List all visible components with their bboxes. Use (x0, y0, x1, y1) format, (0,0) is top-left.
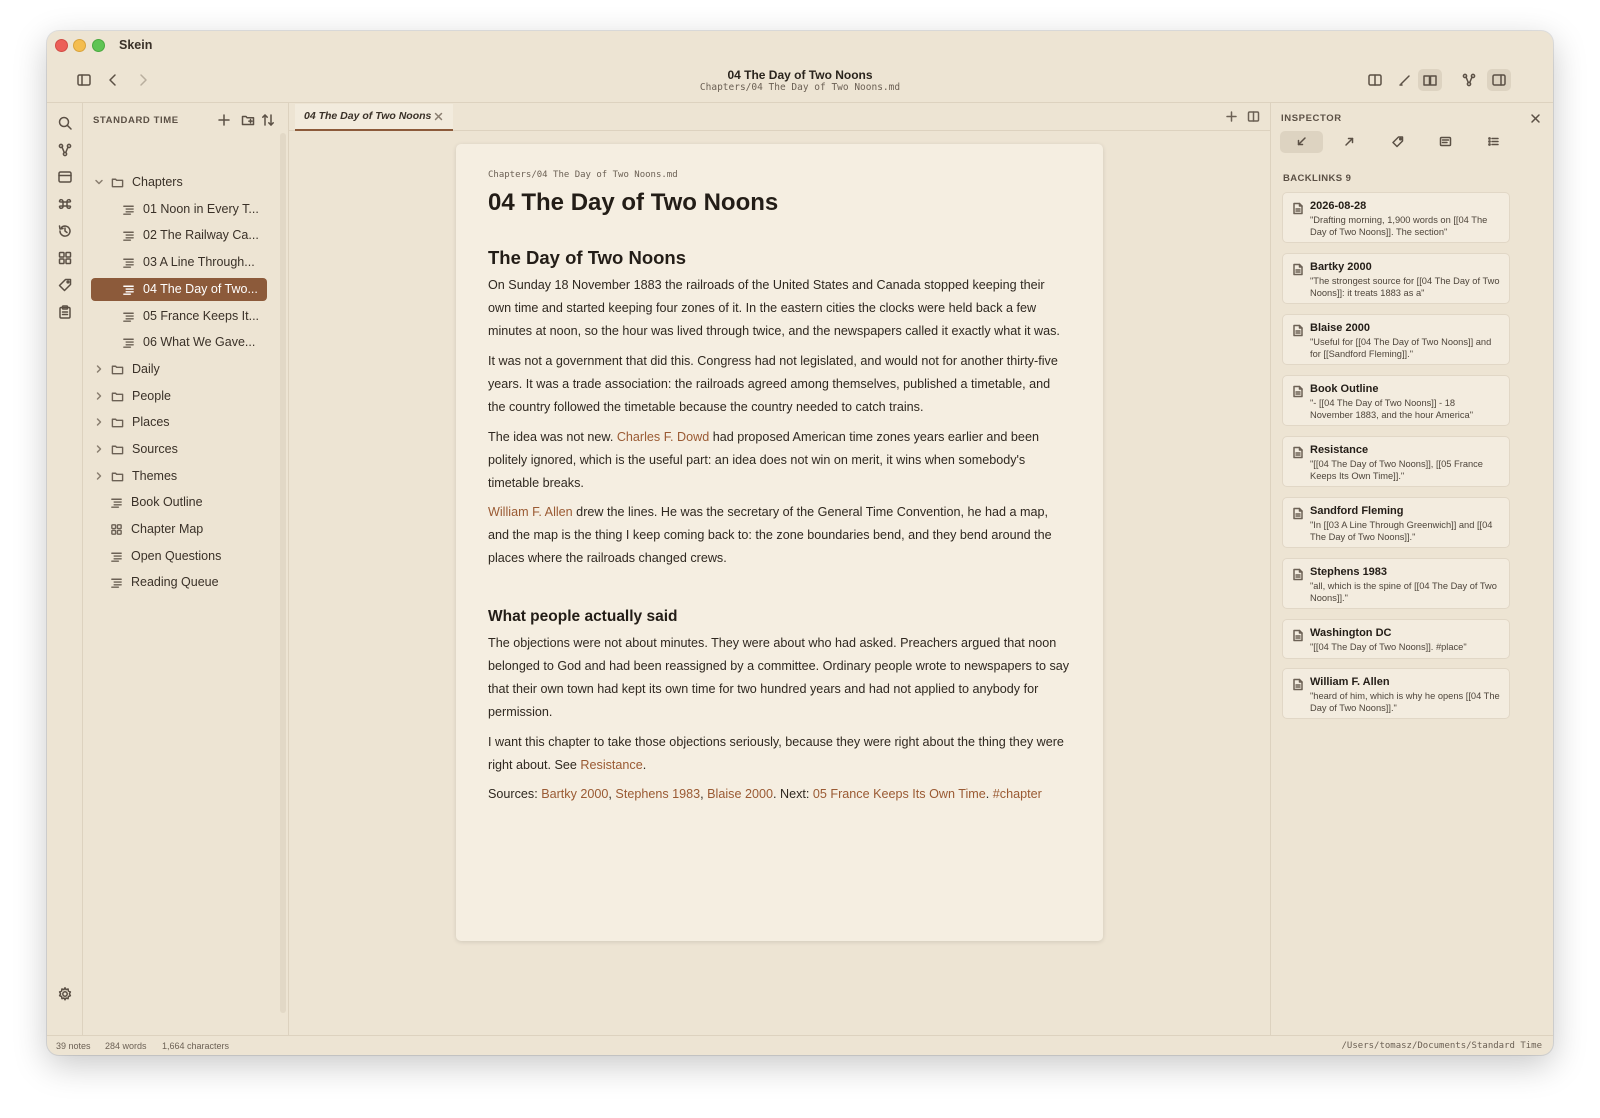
folder-icon (111, 176, 124, 189)
backlink-snippet: "heard of him, which is why he opens [[04 The Day of Two Noons]]." (1310, 691, 1500, 713)
chevron-right-icon[interactable] (94, 444, 104, 454)
reading-mode-button[interactable] (1418, 69, 1442, 91)
new-folder-icon[interactable] (241, 113, 255, 127)
folder-icon (111, 363, 124, 376)
backlink-card[interactable] (1282, 375, 1510, 426)
sources-line (488, 783, 1070, 806)
tree-note-03[interactable] (91, 251, 267, 274)
folder-icon (111, 443, 124, 456)
wikilink-blaise-2000[interactable]: Blaise 2000 (707, 787, 773, 801)
note-lines-icon (122, 203, 135, 216)
book-icon (1422, 72, 1438, 88)
backlink-title: Bartky 2000 (1310, 261, 1372, 273)
inspector-tab-outline[interactable] (1472, 131, 1515, 153)
tree-note-01[interactable] (91, 198, 267, 221)
backlink-title: Blaise 2000 (1310, 322, 1370, 334)
backlink-snippet: "Drafting morning, 1,900 words on [[04 The Day of Two Noons]]. The section" (1310, 215, 1488, 237)
tree-scrollbar[interactable] (280, 133, 286, 1013)
folder-icon (111, 416, 124, 429)
inspector-tab-backlinks[interactable] (1280, 131, 1323, 153)
folder-icon (111, 470, 124, 483)
paragraph (488, 501, 1070, 570)
tree-item-label: Daily (132, 362, 160, 376)
note-lines-icon (122, 283, 135, 296)
arrow-up-right-icon (1343, 135, 1356, 148)
close-window-button[interactable] (55, 39, 68, 52)
tree-note-open-questions[interactable] (91, 545, 267, 568)
note-lines-icon (122, 229, 135, 242)
tree-item-label: Chapters (132, 175, 183, 189)
backlink-snippet: "all, which is the spine of [[04 The Day of Two Noons]]." (1310, 581, 1497, 603)
tree-item-label: Themes (132, 469, 178, 483)
sort-icon[interactable] (261, 113, 275, 127)
chevron-right-icon[interactable] (94, 471, 104, 481)
backlink-title: Stephens 1983 (1310, 566, 1388, 578)
tree-item-label: 01 Noon in Every T... (143, 202, 259, 216)
backlink-title: William F. Allen (1310, 676, 1390, 688)
inspector-title: INSPECTOR (1281, 113, 1342, 124)
document-icon (1292, 568, 1304, 581)
backlink-snippet: "[[04 The Day of Two Noons]]. #place" (1310, 642, 1467, 652)
title-bar (47, 31, 1553, 103)
split-pane-icon[interactable] (1247, 110, 1260, 123)
next-label: . Next: (772, 787, 813, 801)
tree-note-book-outline[interactable] (91, 491, 267, 514)
grid-icon[interactable] (57, 250, 73, 266)
tree-item-label: Book Outline (131, 495, 203, 509)
section-heading: What people actually said (488, 608, 678, 625)
backlink-card[interactable] (1282, 314, 1510, 365)
app-name: Skein (119, 38, 153, 52)
page-title: 04 The Day of Two Noons (488, 189, 779, 216)
vault-name: STANDARD TIME (93, 115, 179, 126)
note-lines-icon (122, 256, 135, 269)
tree-folder-chapters[interactable] (91, 171, 267, 194)
editor-area (289, 103, 1270, 1035)
backlink-title: Resistance (1310, 444, 1369, 456)
tag-chapter[interactable]: #chapter (992, 787, 1042, 801)
paragraph (488, 731, 1070, 777)
section-heading: The Day of Two Noons (488, 247, 687, 268)
wikilink-bartky-2000[interactable]: Bartky 2000 (541, 787, 609, 801)
paragraph (488, 426, 1070, 495)
backlinks-header: BACKLINKS 9 (1283, 173, 1352, 184)
arrow-down-left-icon (1295, 135, 1308, 148)
settings-gear-icon[interactable] (57, 986, 73, 1002)
tag-icon (1391, 135, 1404, 148)
sources-label: Sources: (488, 787, 542, 801)
status-vault-path: /Users/tomasz/Documents/Standard Time (1341, 1041, 1542, 1051)
note-lines-icon (110, 550, 123, 563)
status-character-count: 1,664 characters (162, 1041, 230, 1051)
document-icon (1292, 446, 1304, 459)
status-notes-count: 39 notes (56, 1041, 91, 1051)
document-icon (1292, 507, 1304, 520)
chevron-right-icon[interactable] (94, 391, 104, 401)
tree-note-02[interactable] (91, 224, 267, 247)
tree-note-04-selected[interactable] (91, 278, 267, 301)
document-icon (1292, 385, 1304, 398)
tree-folder-people[interactable] (91, 385, 267, 408)
search-icon[interactable] (57, 115, 73, 131)
file-tree-panel (83, 103, 289, 1035)
backlink-title: Washington DC (1310, 627, 1392, 639)
tab-active-note[interactable] (295, 104, 453, 131)
document-icon (1292, 629, 1304, 642)
grid-icon (110, 523, 123, 536)
tag-icon[interactable] (57, 277, 73, 293)
note-lines-icon (110, 576, 123, 589)
edit-mode-button[interactable] (1393, 69, 1417, 91)
tree-note-06[interactable] (91, 331, 267, 354)
backlink-title: Book Outline (1310, 383, 1379, 395)
tree-item-label: 05 France Keeps It... (143, 309, 260, 323)
status-bar (47, 1035, 1553, 1055)
backlink-snippet: "- [[04 The Day of Two Noons]] - 18 November 1883, and the hour America" (1310, 398, 1473, 420)
tree-item-label: 02 The Railway Ca... (143, 228, 259, 242)
paragraph: On Sunday 18 November 1883 the railroads of the United States and Canada stopped keeping their own time and started keeping four zones of it. In the eastern cities the clocks were held back a few minutes at noon, so the hour was lived through twice, and the newspapers called it exactly what it was. (488, 278, 1060, 338)
paragraph: The objections were not about minutes. They were about who had asked. Preachers argued that noon belonged to God and had been reassigned by a committee. Ordinary people wrote to newspapers to say that their own town had kept its own time for two hundred years and had not applied to anybody for permission. (488, 636, 1070, 719)
split-view-button[interactable] (1363, 69, 1387, 91)
calendar-icon[interactable] (57, 169, 73, 185)
backlink-card[interactable] (1282, 668, 1510, 719)
tree-note-05[interactable] (91, 305, 267, 328)
backlink-card[interactable] (1282, 558, 1510, 609)
paragraph-text: I want this chapter to take those objections seriously, because they were right about the thing they were right about. See (488, 735, 1064, 772)
pencil-icon (1397, 72, 1413, 88)
tree-item-label: 03 A Line Through... (143, 255, 255, 269)
history-icon[interactable] (57, 223, 73, 239)
minimize-window-button[interactable] (73, 39, 86, 52)
graph-icon[interactable] (57, 142, 73, 158)
backlink-card[interactable] (1282, 253, 1510, 304)
tree-item-label: People (132, 389, 171, 403)
inspector-tab-properties[interactable] (1424, 131, 1467, 153)
new-tab-icon[interactable] (1225, 110, 1238, 123)
tree-canvas-chapter-map[interactable] (91, 518, 267, 541)
inspector-panel (1270, 103, 1553, 1035)
tree-item-label: 06 What We Gave... (143, 335, 256, 349)
inspector-tab-tags[interactable] (1376, 131, 1419, 153)
tree-item-label: Open Questions (131, 549, 222, 563)
tab-label: 04 The Day of Two Noons (304, 110, 432, 122)
backlink-title: 2026-08-28 (1310, 200, 1367, 212)
tree-item-label: Reading Queue (131, 575, 219, 589)
separator: , (608, 787, 616, 801)
note-lines-icon (122, 336, 135, 349)
tree-item-label: 04 The Day of Two... (143, 282, 258, 296)
paragraph: It was not a government that did this. Congress had not legislated, and would not for another thirty-five years. It was a trade association: the railroads agreed among themselves, published a timetable, and the country followed the timetable because the country needed to catch trains. (488, 354, 1058, 414)
tree-folder-themes[interactable] (91, 465, 267, 488)
maximize-window-button[interactable] (92, 39, 105, 52)
tree-note-reading-queue[interactable] (91, 571, 267, 594)
close-tab-icon[interactable] (434, 112, 443, 121)
document-icon (1292, 678, 1304, 691)
properties-icon (1439, 135, 1452, 148)
tree-folder-sources[interactable] (91, 438, 267, 461)
wikilink-william-allen[interactable]: William F. Allen (488, 505, 573, 519)
paragraph-text: drew the lines. He was the secretary of the General Time Convention, he had a map, and the map is the thing I keep coming back to: the zone boundaries bend, and they bend around the places where the railroads changed crews. (488, 505, 1052, 565)
chevron-right-icon[interactable] (94, 364, 104, 374)
wikilink-charles-dowd[interactable]: Charles F. Dowd (616, 430, 710, 444)
tree-folder-places[interactable] (91, 411, 267, 434)
note-lines-icon (110, 496, 123, 509)
backlink-snippet: "In [[03 A Line Through Greenwich]] and [[04 The Day of Two Noons]]." (1310, 520, 1493, 542)
inspector-toggle-button[interactable] (1487, 69, 1511, 91)
paragraph-text: . (642, 758, 647, 772)
tree-item-label: Places (132, 415, 170, 429)
document-icon (1292, 202, 1304, 215)
split-view-icon (1367, 72, 1383, 88)
separator: , (700, 787, 708, 801)
backlink-card[interactable] (1282, 619, 1510, 659)
close-inspector-icon[interactable] (1530, 113, 1541, 124)
folder-icon (111, 390, 124, 403)
right-panel-icon (1491, 72, 1507, 88)
activity-bar (47, 103, 83, 1035)
command-icon[interactable] (57, 196, 73, 212)
app-window (47, 31, 1553, 1055)
chevron-down-icon[interactable] (94, 177, 104, 187)
backlink-card[interactable] (1282, 497, 1510, 548)
backlink-snippet: "Useful for [[04 The Day of Two Noons]] and for [[Sandford Fleming]]." (1310, 337, 1492, 359)
backlink-card[interactable] (1282, 192, 1510, 243)
clipboard-icon[interactable] (57, 304, 73, 320)
paragraph-text: The idea was not new. (488, 430, 617, 444)
chevron-right-icon[interactable] (94, 417, 104, 427)
inspector-tab-outgoing[interactable] (1328, 131, 1371, 153)
wikilink-stephens-1983[interactable]: Stephens 1983 (615, 787, 701, 801)
tab-bar (289, 103, 1270, 131)
wikilink-resistance[interactable]: Resistance (580, 758, 643, 772)
document-page[interactable] (456, 144, 1103, 941)
list-icon (1487, 135, 1500, 148)
status-word-count: 284 words (105, 1041, 147, 1051)
separator: . (985, 787, 993, 801)
tree-item-label: Sources (132, 442, 178, 456)
graph-view-button[interactable] (1457, 69, 1481, 91)
document-icon (1292, 263, 1304, 276)
new-note-icon[interactable] (217, 113, 231, 127)
paragraph-text: had proposed American time zones years earlier and been politely ignored, which is the useful part: an idea does not win on merit, it wins when somebody's timetable breaks. (488, 430, 1039, 490)
document-title: 04 The Day of Two Noons (727, 68, 873, 82)
backlink-snippet: "The strongest source for [[04 The Day of Two Noons]]: it treats 1883 as a" (1310, 276, 1500, 298)
backlink-card[interactable] (1282, 436, 1510, 487)
wikilink-next-chapter[interactable]: 05 France Keeps Its Own Time (812, 787, 986, 801)
document-path: Chapters/04 The Day of Two Noons.md (699, 82, 901, 93)
graph-icon (1461, 72, 1477, 88)
page-file-path: Chapters/04 The Day of Two Noons.md (488, 170, 678, 180)
tree-item-label: Chapter Map (131, 522, 204, 536)
backlink-title: Sandford Fleming (1310, 505, 1404, 517)
document-icon (1292, 324, 1304, 337)
backlink-snippet: "[[04 The Day of Two Noons]], [[05 France Keeps Its Own Time]]." (1310, 459, 1483, 481)
note-lines-icon (122, 310, 135, 323)
tree-folder-daily[interactable] (91, 358, 267, 381)
